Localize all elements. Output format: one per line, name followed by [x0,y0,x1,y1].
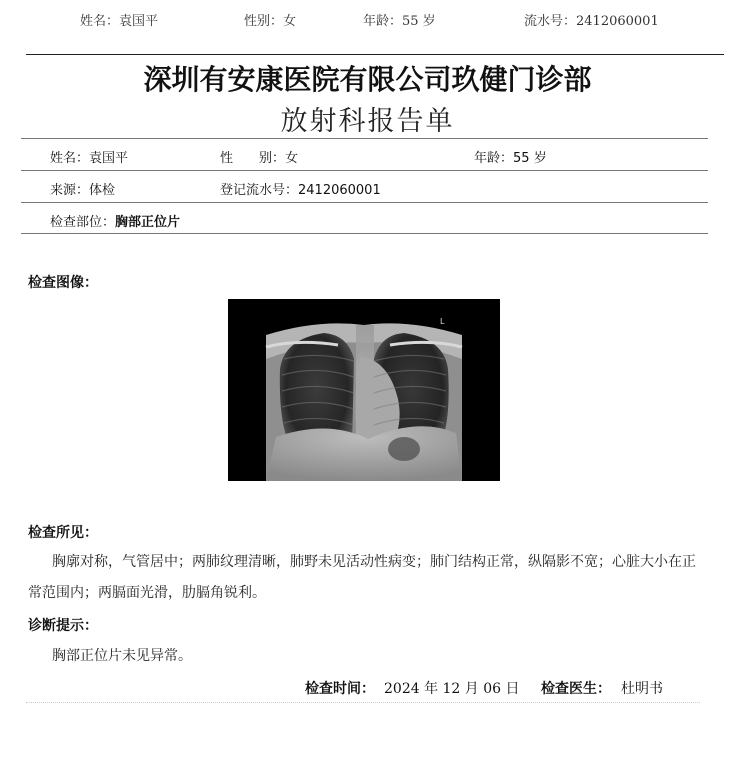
header-serial-number: 流水号：2412060001 [524,14,659,29]
exam-time-value: 2024 年 12 月 06 日 [384,681,520,697]
name-field [50,147,128,166]
chest-xray-image [228,299,500,481]
top-header [0,10,735,30]
name-value: 袁国平 [89,151,129,166]
name-label: 姓名： [50,151,90,166]
exam-part-value: 胸部正位片 [115,215,181,230]
patient-info-table [21,138,708,234]
age-field [474,147,547,166]
exam-time-label: 检查时间： [305,681,375,697]
xray-side-marker: L [440,317,445,326]
doctor-label: 检查医生： [541,681,611,697]
report-footer [0,678,735,698]
header-patient-name: 姓名：袁国平 [80,14,159,29]
doctor-value: 杜明书 [621,681,663,697]
footer-divider [26,702,700,703]
report-title: 放射科报告单 [280,106,455,137]
age-value: 55 岁 [513,151,547,166]
sex-label: 性 别： [220,151,286,166]
hospital-name: 深圳有安康医院有限公司玖健门诊部 [143,63,592,96]
source-label: 来源： [50,183,90,198]
findings-label: 检查所见： [28,525,98,541]
age-label: 年龄： [474,151,514,166]
reg-serial-label: 登记流水号： [220,183,299,198]
sex-field [220,147,298,166]
sex-value: 女 [285,151,299,166]
reg-serial-value: 2412060001 [298,183,381,198]
diagnosis-text: 胸部正位片未见异常。 [52,648,192,664]
header-patient-age: 年龄：55 岁 [363,14,436,29]
xray-drawing [228,299,500,481]
header-divider [26,54,724,55]
info-row-registration [21,170,708,202]
findings-text: 胸廓对称，气管居中；两肺纹理清晰，肺野未见活动性病变；肺门结构正常，纵隔影不宽；心脏大小在正常范围内；两膈面光滑，肋膈角锐利。 [28,554,696,601]
source-value: 体检 [89,183,116,198]
exam-part-field [50,211,180,230]
info-row-exam-part [21,202,708,234]
exam-image-label: 检查图像： [28,275,98,291]
source-field [50,179,115,198]
header-patient-sex: 性别：女 [244,14,297,29]
reg-serial-field [220,179,381,198]
info-row-patient [21,138,708,170]
diagnosis-label: 诊断提示： [28,618,98,634]
exam-part-label: 检查部位： [50,215,116,230]
